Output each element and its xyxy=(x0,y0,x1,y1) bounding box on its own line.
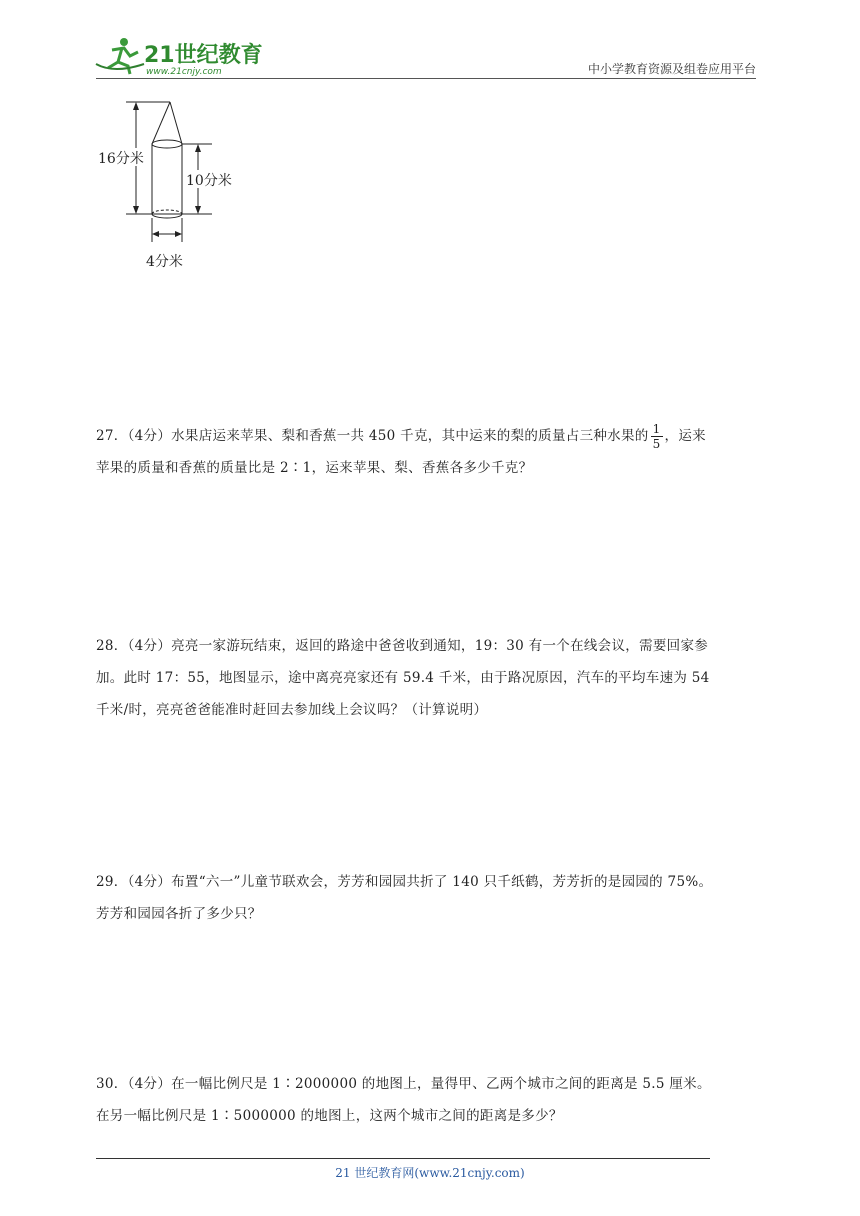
question-28 xyxy=(96,630,766,726)
runner-logo-icon xyxy=(94,34,264,78)
question-27 xyxy=(96,420,766,484)
question-28-line-1: 28．（4分）亮亮一家游玩结束，返回的路途中爸爸收到通知，19：30 有一个在线会议，需要回家参 xyxy=(96,638,709,654)
logo-url-text: www.21cnjy.com xyxy=(146,67,222,77)
question-29-line-1: 29．（4分）布置“六一”儿童节联欢会，芳芳和园园共折了 140 只千纸鹤，芳芳折的是园园的 75%。 xyxy=(96,874,713,890)
question-30-line-2: 在另一幅比例尺是 1∶5000000 的地图上，这两个城市之间的距离是多少？ xyxy=(96,1108,563,1124)
cylinder-cone-figure xyxy=(96,96,256,276)
question-30 xyxy=(96,1068,766,1132)
label-diameter: 4分米 xyxy=(146,254,183,270)
question-29 xyxy=(96,866,766,930)
footer-link[interactable]: 21 世纪教育网(www.21cnjy.com) xyxy=(335,1166,525,1180)
question-30-line-1: 30．（4分）在一幅比例尺是 1∶2000000 的地图上，量得甲、乙两个城市之间的距离是 5.5 厘米。 xyxy=(96,1076,711,1092)
question-27-line-1 xyxy=(96,420,766,452)
question-27-text-b: ，运来 xyxy=(664,428,706,444)
site-logo xyxy=(94,34,264,78)
logo-main-text: 21世纪教育 xyxy=(144,43,263,68)
question-28-line-2: 加。此时 17：55，地图显示，途中离亮亮家还有 59.4 千米，由于路况原因，汽车的平均车速为 54 xyxy=(96,670,710,686)
site-name: 中小学教育资源及组卷应用平台 xyxy=(587,62,756,76)
fraction-numerator: 1 xyxy=(652,422,661,436)
header-divider xyxy=(96,78,756,79)
question-28-line-3: 千米/时，亮亮爸爸能准时赶回去参加线上会议吗？（计算说明） xyxy=(96,702,488,718)
label-total-height: 16分米 xyxy=(98,151,144,167)
question-29-line-2: 芳芳和园园各折了多少只？ xyxy=(96,906,262,922)
label-cylinder-height: 10分米 xyxy=(186,173,232,189)
cylinder-cone-diagram xyxy=(96,96,256,276)
footer-divider xyxy=(96,1158,710,1159)
question-27-line-2: 苹果的质量和香蕉的质量比是 2∶1，运来苹果、梨、香蕉各多少千克？ xyxy=(96,460,533,476)
fraction-denominator: 5 xyxy=(652,437,661,451)
fraction-one-fifth xyxy=(651,422,663,451)
question-27-text-a: 27．（4分）水果店运来苹果、梨和香蕉一共 450 千克，其中运来的梨的质量占三种水果的 xyxy=(96,428,649,444)
